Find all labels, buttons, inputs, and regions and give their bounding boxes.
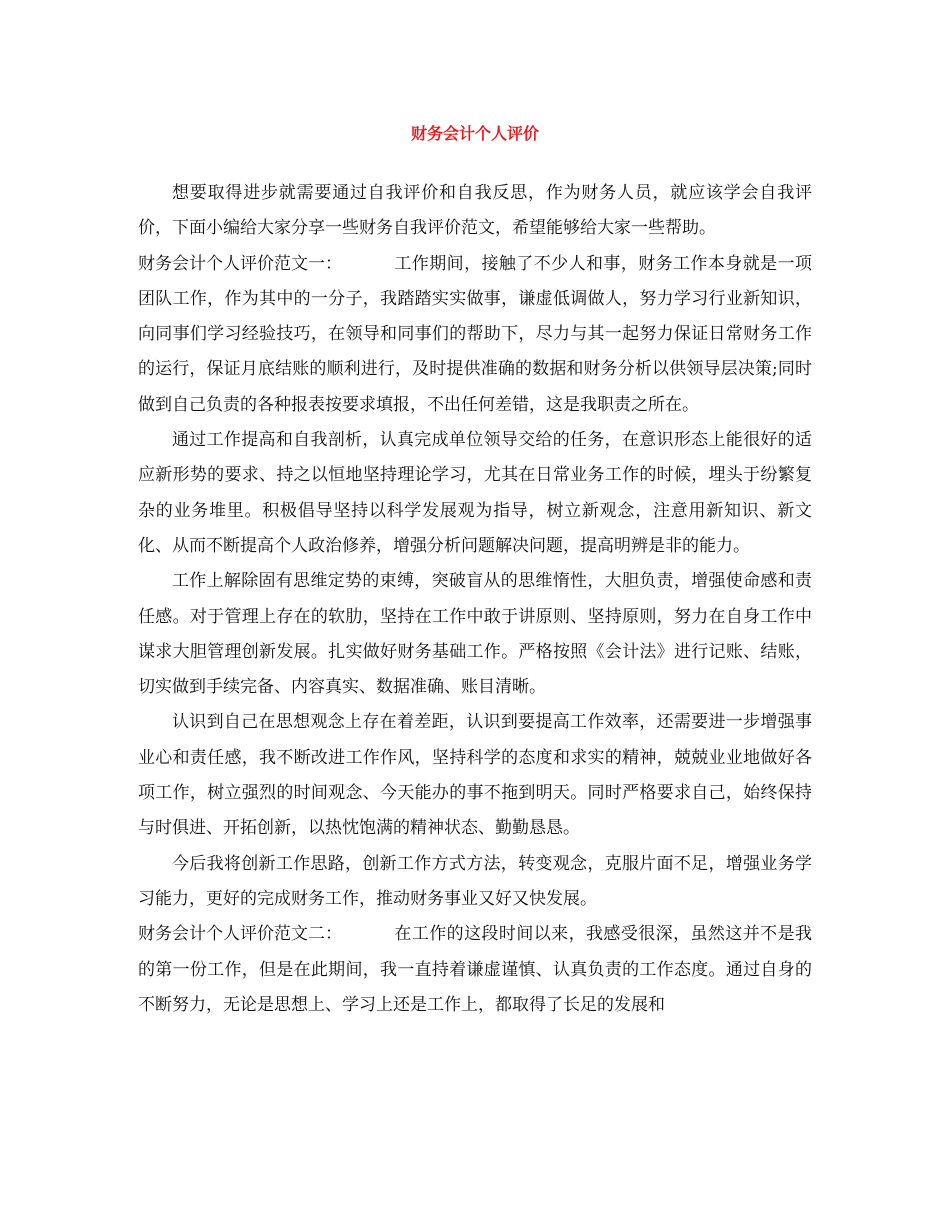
sample-two-text: 在工作的这段时间以来，我感受很深，虽然这并不是我的第一份工作，但是在此期间，我一直持着谦虚谨慎、认真负责的工作态度。通过自身的不断努力，无论是思想上、学习上还是工作上，都取得了长足的发展和	[138, 924, 812, 1015]
body-paragraph: 今后我将创新工作思路，创新工作方式方法，转变观念，克服片面不足，增强业务学习能力，更好的完成财务工作，推动财务事业又好又快发展。	[138, 853, 812, 909]
body-paragraph: 通过工作提高和自我剖析，认真完成单位领导交给的任务，在意识形态上能很好的适应新形势的要求、持之以恒地坚持理论学习，尤其在日常业务工作的时候，埋头于纷繁复杂的业务堆里。积极倡导坚持以科学发展观为指导，树立新观念，注意用新知识、新文化、从而不断提高个人政治修养，增强分析问题解决问题，提高明辨是非的能力。	[138, 430, 812, 556]
body-paragraph: 工作上解除固有思维定势的束缚，突破盲从的思维惰性，大胆负责，增强使命感和责任感。对于管理上存在的软肋，坚持在工作中敢于讲原则、坚持原则，努力在自身工作中谋求大胆管理创新发展。扎实做好财务基础工作。严格按照《会计法》进行记账、结账，切实做到手续完备、内容真实、数据准确、账目清晰。	[138, 571, 812, 698]
sample-one-paragraph	[138, 247, 812, 423]
sample-one-text: 工作期间，接触了不少人和事，财务工作本身就是一项团队工作，作为其中的一分子，我踏踏实实做事，谦虚低调做人，努力学习行业新知识，向同事们学习经验技巧，在领导和同事们的帮助下，尽力与其一起努力保证日常财务工作的运行，保证月底结账的顺利进行，及时提供准确的数据和财务分析以供领导层决策;同时做到自己负责的各种报表按要求填报，不出任何差错，这是我职责之所在。	[138, 253, 812, 415]
body-paragraph: 认识到自己在思想观念上存在着差距，认识到要提高工作效率，还需要进一步增强事业心和责任感，我不断改进工作作风，坚持科学的态度和求实的精神，兢兢业业地做好各项工作，树立强烈的时间观念、今天能办的事不拖到明天。同时严格要求自己，始终保持与时俱进、开拓创新，以热忱饱满的精神状态、勤勤恳恳。	[138, 712, 812, 839]
document-body	[138, 176, 812, 1023]
document-title: 财务会计个人评价	[410, 124, 539, 143]
sample-one-heading: 财务会计个人评价范文一：	[138, 253, 342, 274]
sample-two-paragraph	[138, 917, 812, 1023]
intro-paragraph: 想要取得进步就需要通过自我评价和自我反思，作为财务人员，就应该学会自我评价，下面小编给大家分享一些财务自我评价范文，希望能够给大家一些帮助。	[138, 183, 812, 239]
sample-two-heading: 财务会计个人评价范文二：	[138, 924, 342, 945]
